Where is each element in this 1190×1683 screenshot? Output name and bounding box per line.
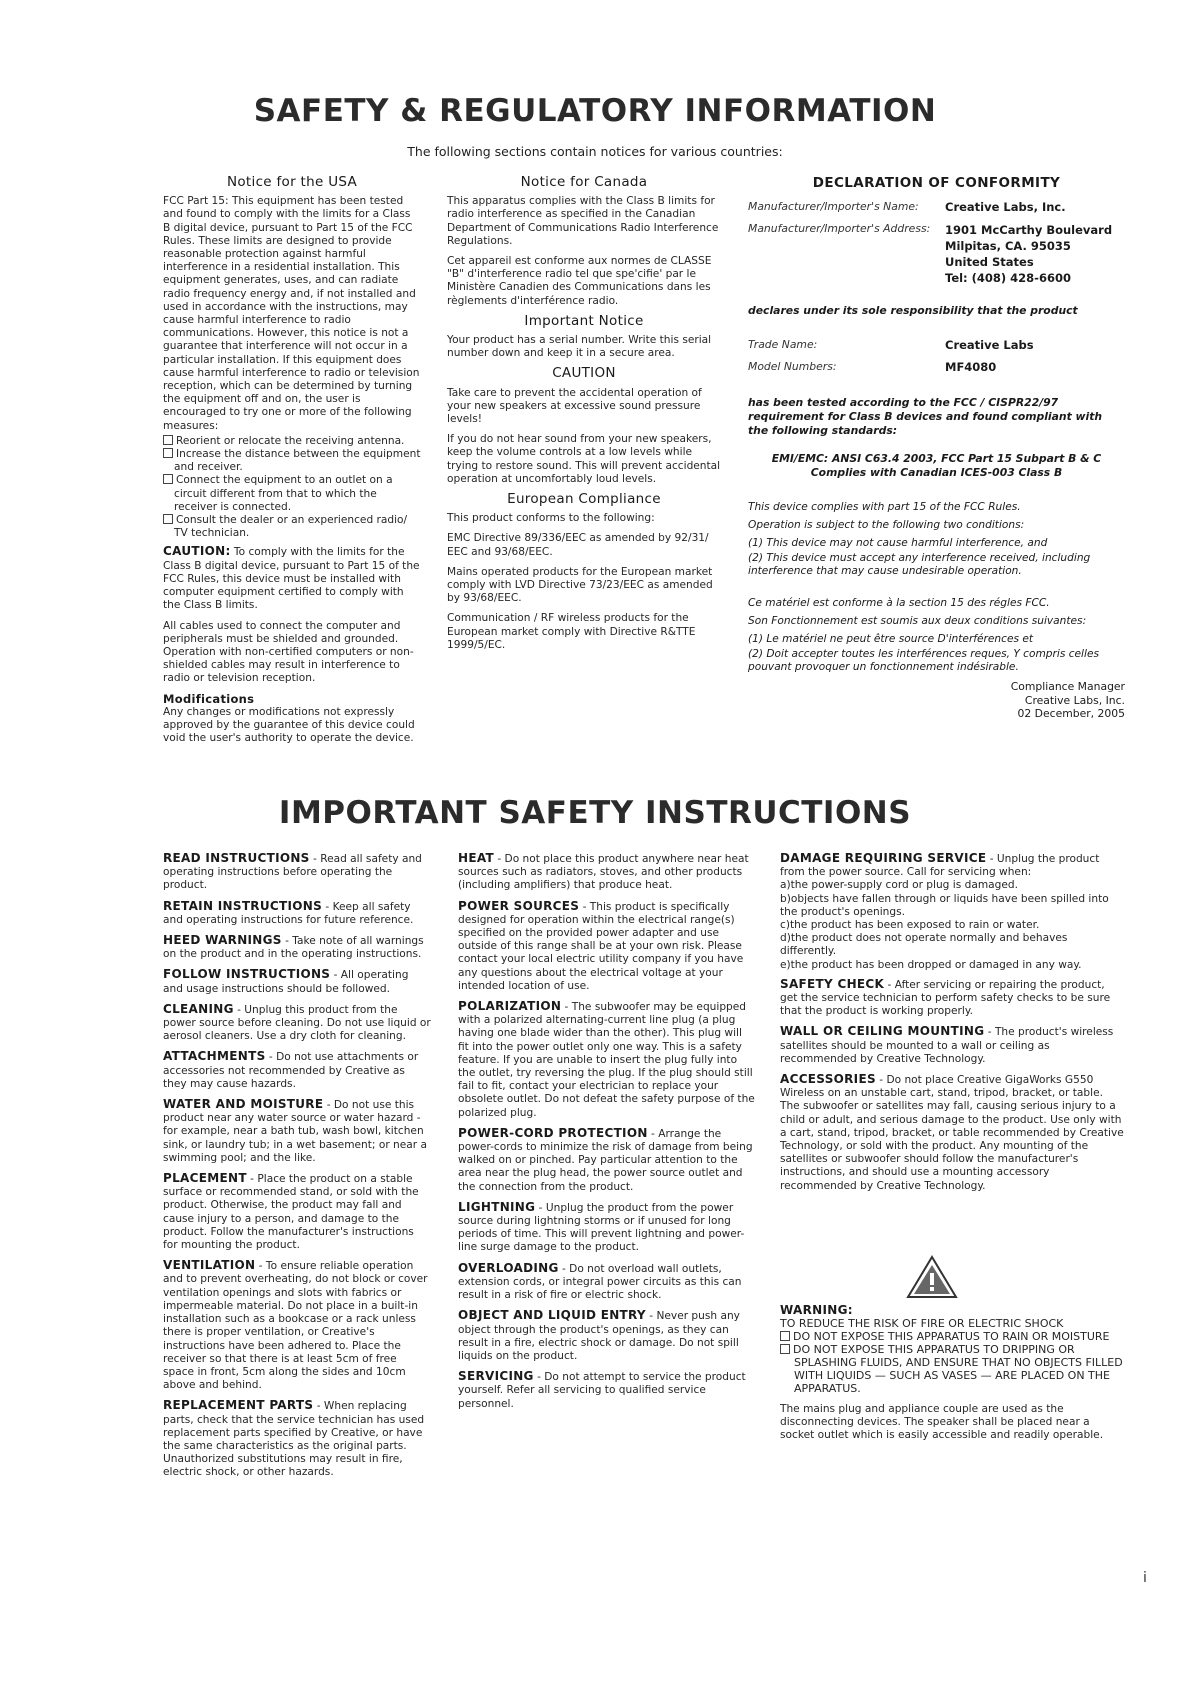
signature-block: Compliance Manager Creative Labs, Inc. 02 December, 2005 (1010, 680, 1125, 720)
eu-text-4: Communication / RF wireless products for the European market comply with Directive R&TTE 1999/5/EC. (447, 612, 696, 651)
complies-2: Operation is subject to the following two conditions: (748, 519, 1025, 531)
ices-standard: Complies with Canadian ICES-003 Class B (810, 466, 1063, 479)
list-item: c)the product has been exposed to rain or water. (780, 919, 1040, 932)
manufacturer-address-row: Manufacturer/Importer's Address: 1901 McCarthy Boulevard Milpitas, CA. 95035 United States Tel: (408) 428-6600 (748, 222, 1113, 285)
usa-cables: All cables used to connect the computer and peripherals must be shielded and grounded. Operation with non-certified computers or non-shielded cables may result in interference to radio or television reception. (163, 619, 414, 685)
caution-text-1: Take care to prevent the accidental operation of your new speakers at excessive sound pressure levels! (447, 386, 702, 426)
complies-3: (1) This device may not cause harmful interference, and (748, 537, 1048, 549)
usa-measures (163, 435, 421, 541)
tested-text: has been tested according to the FCC / CISPR22/97 requirement for Class B devices and found compliant with the following standards: (748, 396, 1103, 437)
checkbox-glyph-icon (780, 1344, 790, 1354)
canada-notice (447, 176, 721, 659)
declaration-of-conformity (748, 176, 1125, 721)
fr-2: Son Fonctionnement est soumis aux deux conditions suivantes: (748, 615, 1087, 627)
instruction-item: FOLLOW INSTRUCTIONS - All operating and usage instructions should be followed. (163, 967, 409, 995)
instruction-item: SERVICING - Do not attempt to service the product yourself. Refer all servicing to qualified service personnel. (458, 1369, 746, 1410)
list-item: Consult the dealer or an experienced radio/ TV technician. (163, 514, 421, 540)
complies-1: This device complies with part 15 of the FCC Rules. (748, 501, 1021, 513)
safety-check: SAFETY CHECK - After servicing or repairing the product, get the service technician to perform safety checks to be sure that the product is working properly. (780, 976, 1111, 1018)
instruction-item: WATER AND MOISTURE - Do not use this product near any water source or water hazard - for example, near a bath tub, wash bowl, kitchen sink, or laundry tub; in a wet basement; or near a swimming pool; and the like. (163, 1097, 427, 1164)
instruction-item: PLACEMENT - Place the product on a stable surface or recommended stand, or sold with the product. Otherwise, the product may fall and cause injury to a person, and damage to the product. Follow the manufacturer's instructions for mounting the product. (163, 1171, 419, 1252)
usa-notice (163, 176, 421, 752)
usa-mod-text: Any changes or modifications not expressly approved by the guarantee of this device could void the user's authority to operate the device. (163, 705, 415, 745)
list-item: b)objects have fallen through or liquids have been spilled into the product's openings. (780, 892, 1109, 918)
canada-heading: Notice for Canada (520, 174, 648, 190)
important-text: Your product has a serial number. Write this serial number down and keep it in a secure area. (447, 334, 712, 360)
instructions-column-3 (780, 852, 1125, 1200)
manufacturer-name-row: Manufacturer/Importer's Name: Creative Labs, Inc. (748, 200, 1066, 214)
checkbox-glyph-icon (163, 474, 173, 484)
usa-caution: CAUTION: To comply with the limits for the Class B digital device, pursuant to Part 15 of the FCC Rules, this device must be installed with computer equipment certified to comply with the Class B limits. (163, 544, 420, 612)
instruction-item: POWER-CORD PROTECTION - Arrange the power-cords to minimize the risk of damage from being walked on or pinched. Pay particular attention to the area near the plug head, the power source outlet and the connection from the product. (458, 1125, 753, 1193)
canada-en: This apparatus complies with the Class B limits for radio interference as specified in the Canadian Department of Communications Radio Interference Regulations. (447, 195, 719, 247)
caution-text-2: If you do not hear sound from your new speakers, keep the volume controls at a low levels while trying to restore sound. This will prevent accidental operation at uncomfortably loud levels. (447, 433, 721, 485)
list-item: DO NOT EXPOSE THIS APPARATUS TO DRIPPING OR SPLASHING FLUIDS, AND ENSURE THAT NO OBJECTS FILLED WITH LIQUIDS — SUCH AS VASES — ARE PLACED ON THE APPARATUS. (780, 1343, 1125, 1395)
emi-standard: EMI/EMC: ANSI C63.4 2003, FCC Part 15 Subpart B & C (771, 452, 1102, 465)
list-item: DO NOT EXPOSE THIS APPARATUS TO RAIN OR MOISTURE (780, 1330, 1125, 1343)
instructions-column-1 (163, 852, 431, 1487)
checkbox-glyph-icon (163, 448, 173, 458)
trade-name-row: Trade Name: Creative Labs (748, 338, 1034, 352)
instruction-item: HEED WARNINGS - Take note of all warnings on the product and in the operating instructions. (163, 933, 424, 961)
list-item: e)the product has been dropped or damaged in any way. (780, 958, 1082, 971)
usa-body: FCC Part 15: This equipment has been tested and found to comply with the limits for a Class B digital device, pursuant to Part 15 of the FCC Rules. These limits are designed to provide reasonable protection against harmful interference in a residential installation. This equipment generates, uses, and can radiate radio frequency energy and, if not installed and used in accordance with the instructions, may cause harmful interference to radio communications. However, this notice is not a guarantee that interference will not occur in a particular installation. If this equipment does cause harmful interference to radio or television reception, which can be determined by turning the equipment off and on, the user is encouraged to try one or more of the following measures: (163, 195, 420, 432)
fr-4: (2) Doit accepter toutes les interférences reques, Y compris celles pouvant provoquer un fonctionnement indésirable. (748, 648, 1099, 673)
eu-text-1: This product conforms to the following: (447, 512, 655, 525)
instruction-item: OBJECT AND LIQUID ENTRY - Never push any object through the product's openings, as they can result in a fire, electric shock or damage. Do not spill liquids on the product. (458, 1308, 740, 1362)
list-item: Reorient or relocate the receiving antenna. (163, 435, 421, 448)
warning-heading: WARNING: (780, 1303, 853, 1317)
instructions-column-2 (458, 852, 756, 1418)
page-number: i (1143, 1570, 1147, 1586)
model-number-row: Model Numbers: MF4080 (748, 360, 997, 374)
accessories: ACCESSORIES - Do not place Creative GigaWorks G550 Wireless on an unstable cart, stand, tripod, bracket, or table. The subwoofer or satellites may fall, causing serious injury to a child or adult, and serious damage to the product. Use only with a cart, stand, tripod, bracket, or table recommended by Creative Technology, or sold with the product. Any mounting of the satellites or subwoofer should follow the manufacturer's instructions, and should use a mounting accessory recommended by Creative Technology. (780, 1072, 1124, 1192)
warning-triangle-icon (906, 1255, 958, 1299)
instruction-item: LIGHTNING - Unplug the product from the power source during lightning storms or if unused for long periods of time. This will prevent lightning and power-line surge damage to the product. (458, 1199, 745, 1254)
damage-list (780, 879, 1125, 971)
wall-mounting: WALL OR CEILING MOUNTING - The product's wireless satellites should be mounted to a wall or ceiling as recommended by Creative Technology. (780, 1024, 1114, 1065)
mains-text: The mains plug and appliance couple are used as the disconnecting devices. The speaker shall be placed near a socket outlet which is easily accessible and readily operable. (780, 1403, 1104, 1441)
usa-mod-heading: Modifications (163, 691, 255, 706)
declares-text: declares under its sole responsibility that the product (748, 304, 1078, 317)
warning-line: TO REDUCE THE RISK OF FIRE OR ELECTRIC SHOCK (780, 1317, 1064, 1330)
list-item: Increase the distance between the equipment and receiver. (163, 448, 421, 474)
important-heading: Important Notice (524, 312, 644, 329)
instruction-item: RETAIN INSTRUCTIONS - Keep all safety and operating instructions for future reference. (163, 898, 414, 926)
declaration-heading: DECLARATION OF CONFORMITY (812, 175, 1061, 191)
fr-1: Ce matériel est conforme à la section 15 des régles FCC. (748, 597, 1050, 609)
fr-3: (1) Le matériel ne peut être source D'interférences et (748, 633, 1034, 645)
instruction-item: READ INSTRUCTIONS - Read all safety and operating instructions before operating the product. (163, 851, 422, 892)
list-item: a)the power-supply cord or plug is damaged. (780, 879, 1018, 892)
intro-text: The following sections contain notices for various countries: (407, 144, 783, 159)
usa-heading: Notice for the USA (226, 174, 358, 190)
instruction-item: OVERLOADING - Do not overload wall outlets, extension cords, or integral power circuits as this can result in a risk of fire or electric shock. (458, 1260, 742, 1302)
checkbox-glyph-icon (163, 435, 173, 445)
instruction-item: VENTILATION - To ensure reliable operation and to prevent overheating, do not block or cover ventilation openings and slots with fabrics or impermeable material. Do not place in a built-in installation such as a bookcase or a rack unless there is proper ventilation, or Creative's instructions have been adhered to. Place the receiver so that there is at least 5cm of free space in front, 5cm along the sides and 10cm above and behind. (163, 1258, 428, 1392)
damage-service: DAMAGE REQUIRING SERVICE - Unplug the product from the power source. Call for servicing when: (780, 851, 1100, 879)
instructions-title: IMPORTANT SAFETY INSTRUCTIONS (278, 795, 912, 831)
checkbox-glyph-icon (780, 1331, 790, 1341)
complies-4: (2) This device must accept any interference received, including interference that may cause undesirable operation. (748, 552, 1091, 577)
page-title: SAFETY & REGULATORY INFORMATION (253, 93, 937, 129)
instruction-item: ATTACHMENTS - Do not use attachments or accessories not recommended by Creative as they may cause hazards. (163, 1049, 419, 1090)
caution-heading: CAUTION (552, 365, 616, 382)
instruction-item: POWER SOURCES - This product is specifically designed for operation within the electrical range(s) specified on the provided power adapter and use outside of this range shall be at your own risk. Please contact your local electric utility company if you have any questions about the electrical voltage at your intended location of use. (458, 898, 744, 992)
warning-block (780, 1304, 1125, 1449)
instruction-item: HEAT - Do not place this product anywhere near heat sources such as radiators, stoves, and other products (including amplifiers) that produce heat. (458, 851, 749, 892)
instruction-item: REPLACEMENT PARTS - When replacing parts, check that the service technician has used replacement parts specified by Creative, or have the same characteristics as the original parts. Unauthorized substitutions may result in fire, electric shock, or other hazards. (163, 1398, 425, 1479)
eu-heading: European Compliance (507, 491, 661, 508)
eu-text-2: EMC Directive 89/336/EEC as amended by 92/31/ EEC and 93/68/EEC. (447, 532, 709, 558)
canada-fr: Cet appareil est conforme aux normes de CLASSE "B" d'interference radio tel que spe'cifie' par le Ministère Canadien des Communications dans les règlements d'interférence radio. (447, 255, 712, 307)
list-item: Connect the equipment to an outlet on a circuit different from that to which the receiver is connected. (163, 474, 421, 514)
eu-text-3: Mains operated products for the European market comply with LVD Directive 73/23/EEC as amended by 93/68/EEC. (447, 565, 713, 605)
list-item: d)the product does not operate normally and behaves differently. (780, 932, 1068, 958)
checkbox-glyph-icon (163, 514, 173, 524)
instruction-item: POLARIZATION - The subwoofer may be equipped with a polarized alternating-current line plug (a plug having one blade wider than the other). This plug will fit into the power outlet only one way. This is a safety feature. If you are unable to insert the plug fully into the outlet, try reversing the plug. If the plug should still fail to fit, contact your electrician to replace your obsolete outlet. Do not defeat the safety purpose of the polarized plug. (458, 999, 755, 1119)
instruction-item: CLEANING - Unplug this product from the power source before cleaning. Do not use liquid or aerosol cleaners. Use a dry cloth for cleaning. (163, 1001, 431, 1043)
